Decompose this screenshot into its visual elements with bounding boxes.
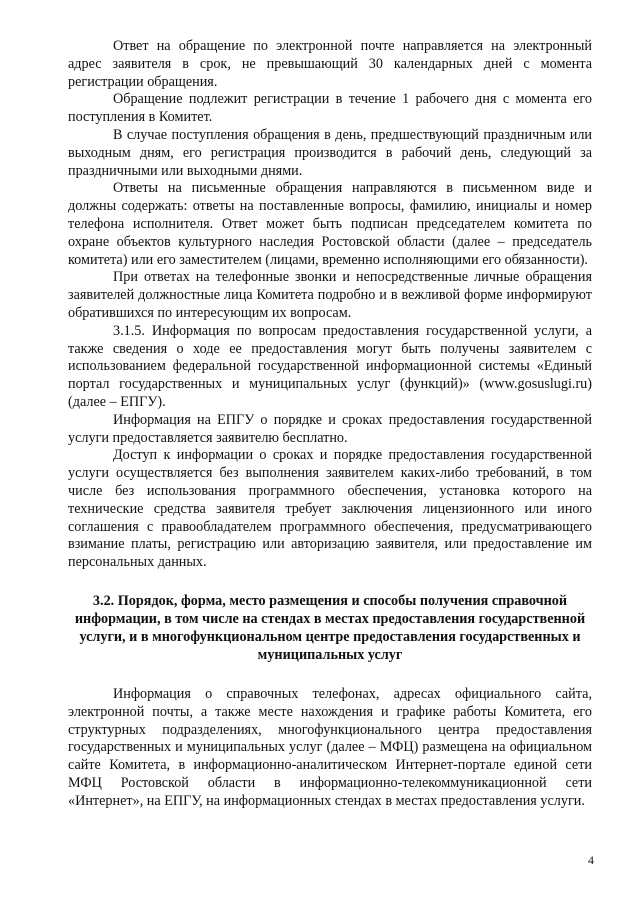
paragraph-epgu-free: Информация на ЕПГУ о порядке и сроках предоставления государственной услуги предоставляется заявителю бесплатно. — [68, 411, 592, 446]
paragraph-phone-calls: При ответах на телефонные звонки и непосредственные личные обращения заявителей должностные лица Комитета подробно и в вежливой форме информируют обратившихся по интересующим их вопросам. — [68, 269, 592, 321]
section-heading-3-2: 3.2. Порядок, форма, место размещения и способы получения справочной информации, в том числе на стендах в местах предоставления государственной услуги, и в многофункциональном центре предоставления государственных и муниципальных услуг — [74, 593, 586, 663]
paragraph-registration: Обращение подлежит регистрации в течение 1 рабочего дня с момента его поступления в Комитет. — [68, 91, 592, 126]
section-3-2-body — [68, 686, 592, 811]
page-number: 4 — [588, 853, 594, 867]
paragraph-holiday-registration: В случае поступления обращения в день, предшествующий праздничным или выходным дням, его регистрация производится в рабочий день, следующий за праздничными или выходными днями. — [68, 126, 592, 179]
paragraph-access-info: Доступ к информации о сроках и порядке предоставления государственной услуги осуществляется без выполнения заявителем каких-либо требований, в том числе без использования программного обеспечения, установка которого на технические средства заявителя требует заключения лицензионного или иного соглашения с правообладателем программного обеспечения, предусматривающего взимание платы, регистрацию или авторизацию заявителя, или предоставление им персональных данных. — [68, 447, 592, 571]
paragraph-written-responses: Ответы на письменные обращения направляются в письменном виде и должны содержать: ответы на поставленные вопросы, фамилию, инициалы и номер телефона исполнителя. Ответ может быть подписан председателем комитета по охране объектов культурного наследия Ростовской области (далее – председатель комитета) или его заместителем (лицами, временно исполняющими его обязанности). — [68, 180, 592, 268]
paragraph-email-response: Ответ на обращение по электронной почте направляется на электронный адрес заявителя в срок, не превышающий 30 календарных дней с момента регистрации обращения. — [68, 38, 592, 90]
body-text — [68, 38, 592, 572]
paragraph-reference-info: Информация о справочных телефонах, адресах официального сайта, электронной почты, а также месте нахождения и графике работы Комитета, его структурных подразделениях, многофункционального центра предоставления государственных и муниципальных услуг (далее – МФЦ) размещена на официальном сайте Комитета, в информационно-аналитическом Интернет-портале единой сети МФЦ Ростовской области в информационно-телекоммуникационной сети «Интернет», на ЕПГУ, на информационных стендах в местах предоставления услуги. — [68, 686, 592, 809]
paragraph-3-1-5: 3.1.5. Информация по вопросам предоставления государственной услуги, а также сведения о ходе ее предоставления могут быть получены заявителем с использованием федеральной государственной информационной системы «Единый портал государственных и муниципальных услуг (функций)» (www.gosuslugi.ru) (далее – ЕПГУ). — [68, 322, 592, 410]
